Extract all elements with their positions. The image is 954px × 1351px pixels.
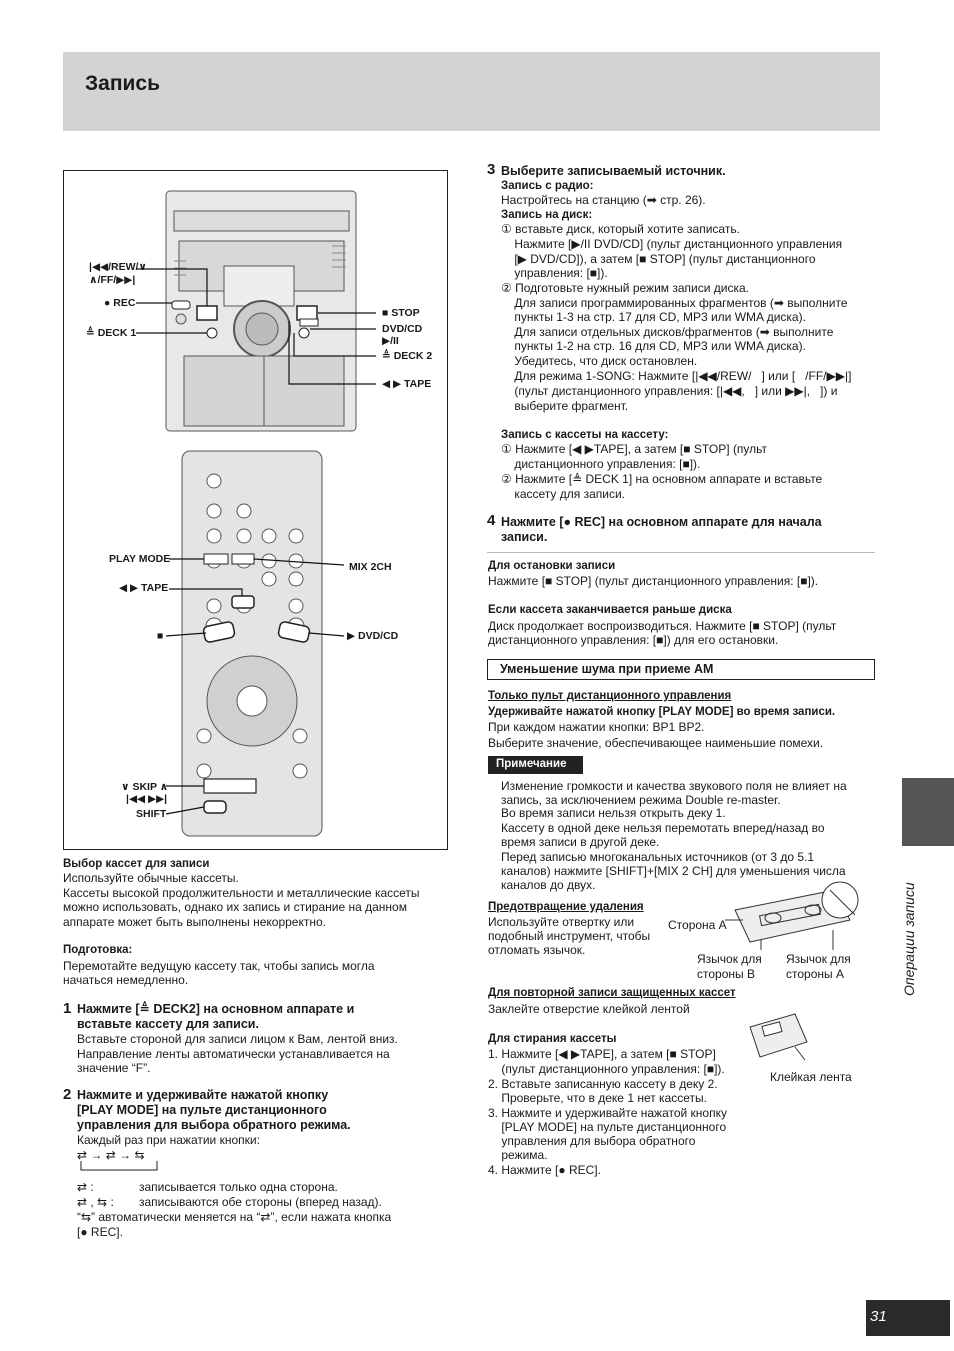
tape-label: Клейкая лента <box>770 1070 852 1084</box>
erase-line-0: 1. Нажмите [◀ ▶TAPE], а затем [■ STOP] <box>488 1047 716 1061</box>
side-tab-text: Операции записи <box>901 882 917 996</box>
prep-title: Подготовка: <box>63 944 133 956</box>
label-deck1: ≜ DECK 1 <box>86 327 137 339</box>
label-playpause: ▶/II <box>382 335 399 347</box>
bp-line: При каждом нажатии кнопки: BP1 BP2. <box>488 720 705 734</box>
mode-sequence: ⇄ → ⇄ → ⇆ <box>77 1148 145 1162</box>
radio-title: Запись с радио: <box>501 180 594 192</box>
step2-number: 2 <box>63 1086 72 1103</box>
label-mix2ch: MIX 2CH <box>349 561 392 573</box>
label-skip: ∨ SKIP ∧ <box>121 781 169 793</box>
note-line-2: Во время записи нельзя открыть деку 1. <box>501 806 726 820</box>
erase-line-8: 4. Нажмите [● REC]. <box>488 1163 601 1177</box>
note-line-4: время записи в другой деке. <box>501 835 660 849</box>
tape-line-0: ① Нажмите [◀ ▶TAPE], а затем [■ STOP] (пульт <box>501 442 767 456</box>
header-band <box>63 52 880 131</box>
cassette-title: Выбор кассет для записи <box>63 858 210 870</box>
note-line-5: Перед записью многоканальных источников (от 3 до 5.1 <box>501 850 815 864</box>
step4-head-1: записи. <box>501 530 548 544</box>
step4-number: 4 <box>487 512 496 529</box>
disc-line-4: ② Подготовьте нужный режим записи диска. <box>501 281 749 295</box>
disc-line-3: управления: [■]). <box>501 266 608 280</box>
mode1-text: записывается только одна сторона. <box>139 1180 338 1194</box>
step2-head-0: Нажмите и удерживайте нажатой кнопку <box>77 1088 329 1102</box>
step1-line-2: значение “F”. <box>77 1061 151 1075</box>
cassette-line-0: Используйте обычные кассеты. <box>63 871 239 885</box>
disc-line-2: [▶ DVD/CD]), а затем [■ STOP] (пульт дистанционного <box>501 252 816 266</box>
early-line-1: дистанционного управления: [■]) для его остановки. <box>488 633 779 647</box>
main-unit <box>166 191 356 431</box>
tape-illustration <box>745 1012 815 1062</box>
tape-line-3: кассету для записи. <box>501 487 626 501</box>
step2-head-2: управления для выбора обратного режима. <box>77 1118 351 1132</box>
label-skip-arrows: |◀◀ ▶▶| <box>126 793 168 805</box>
note-line-3: Кассету в одной деке нельзя перемотать вперед/назад во <box>501 821 825 835</box>
disc-line-11: (пульт дистанционного управления: [|◀◀, ] или ▶▶|, ]) и <box>501 384 838 398</box>
rerecord-title: Для повторной записи защищенных кассет <box>488 987 736 999</box>
mode2-symbol: ⇄ , ⇆ : <box>77 1195 114 1209</box>
tape-line-2: ② Нажмите [≜ DECK 1] на основном аппарате и вставьте <box>501 472 823 486</box>
step1-line-1: Направление ленты автоматически устанавливается на <box>77 1047 390 1061</box>
rerecord-line: Заклейте отверстие клейкой лентой <box>488 1002 690 1016</box>
label-shift: SHIFT <box>136 808 167 820</box>
step2-head-1: [PLAY MODE] на пульте дистанционного <box>77 1103 327 1117</box>
disc-line-5: Для записи программированных фрагментов (➡ выполните <box>501 296 848 310</box>
erase-prev-line-0: Используйте отвертку или <box>488 915 635 929</box>
early-title: Если кассета заканчивается раньше диска <box>488 604 732 616</box>
erase-line-6: управления для выбора обратного <box>488 1134 696 1148</box>
step3-number: 3 <box>487 161 496 178</box>
device-illustration <box>64 171 449 851</box>
label-dvdcd-remote: ▶ DVD/CD <box>347 630 399 642</box>
step4-head-0: Нажмите [● REC] на основном аппарате для начала <box>501 515 822 529</box>
auto-line-1: [● REC]. <box>77 1225 123 1239</box>
tab-b-label-0: Язычок для <box>697 952 762 966</box>
step2-line: Каждый раз при нажатии кнопки: <box>77 1133 260 1147</box>
erase-line-3: Проверьте, что в деке 1 нет кассеты. <box>488 1091 707 1105</box>
label-play-mode: PLAY MODE <box>109 553 171 565</box>
figure-box <box>63 170 448 850</box>
tape-line-1: дистанционного управления: [■]). <box>501 457 701 471</box>
page-title: Запись <box>85 72 161 95</box>
label-tape-remote: ◀ ▶ TAPE <box>119 582 169 594</box>
note-line-6: каналов) нажмите [SHIFT]+[MIX 2 CH] для уменьшения числа <box>501 864 846 878</box>
mode1-symbol: ⇄ : <box>77 1180 94 1194</box>
side-tab-label <box>895 858 925 998</box>
remote-control <box>182 451 322 836</box>
step1-head-1: вставьте кассету для записи. <box>77 1017 259 1031</box>
disc-line-12: выберите фрагмент. <box>501 399 629 413</box>
choose-line: Выберите значение, обеспечивающее наименьшие помехи. <box>488 736 824 750</box>
label-stop-remote: ■ <box>157 630 164 642</box>
tab-b-label-1: стороны B <box>697 967 755 981</box>
erase-line-7: режима. <box>488 1148 548 1162</box>
note-line-0: Изменение громкости и качества звукового поля не влияет на <box>501 779 847 793</box>
stop-line: Нажмите [■ STOP] (пульт дистанционного управления: [■]). <box>488 574 819 588</box>
step3-head: Выберите записываемый источник. <box>501 164 726 178</box>
auto-line-0: “⇆” автоматически меняется на “⇄”, если нажата кнопка <box>77 1210 392 1224</box>
tape-title: Запись с кассеты на кассету: <box>501 429 669 441</box>
note-line-7: каналов до двух. <box>501 878 596 892</box>
disc-line-1: Нажмите [▶/II DVD/CD] (пульт дистанционного управления <box>501 237 843 251</box>
hold-line: Удерживайте нажатой кнопку [PLAY MODE] во время записи. <box>488 706 836 718</box>
tab-a-label-1: стороны A <box>786 967 844 981</box>
label-deck2: ≜ DECK 2 <box>382 350 433 362</box>
cassette-line-3: аппарате может быть выполнены некорректно. <box>63 915 326 929</box>
note-line-1: запись, за исключением режима Double re-master. <box>501 793 781 807</box>
erase-line-2: 2. Вставьте записанную кассету в деку 2. <box>488 1077 718 1091</box>
note-label: Примечание <box>488 756 583 774</box>
tab-a-label-0: Язычок для <box>786 952 851 966</box>
divider <box>487 552 875 553</box>
prep-line-0: Перемотайте ведущую кассету так, чтобы запись могла <box>63 959 375 973</box>
disc-title: Запись на диск: <box>501 209 593 221</box>
label-rec: ● REC <box>104 297 136 309</box>
disc-line-8: пункты 1-2 на стр. 16 для CD, MP3 или WMA диска). <box>501 339 806 353</box>
cassette-line-2: можно использовать, однако их запись и стирание на данном <box>63 900 407 914</box>
cassette-line-1: Кассеты высокой продолжительности и металлические кассеты <box>63 886 420 900</box>
erase-prev-line-2: отломать язычок. <box>488 943 586 957</box>
am-section-title: Уменьшение шума при приеме AM <box>487 659 875 680</box>
disc-line-0: ① вставьте диск, который хотите записать. <box>501 222 740 236</box>
cassette-tab-illustration <box>725 880 875 950</box>
label-ff: ∧/FF/▶▶| <box>89 274 136 286</box>
step1-line-0: Вставьте стороной для записи лицом к Вам, лентой вниз. <box>77 1032 398 1046</box>
label-rew: |◀◀/REW/∨ <box>89 261 147 273</box>
prep-line-1: начаться немедленно. <box>63 973 189 987</box>
label-stop: ■ STOP <box>382 307 420 319</box>
early-line-0: Диск продолжает воспроизводиться. Нажмите [■ STOP] (пульт <box>488 619 837 633</box>
erase-line-5: [PLAY MODE] на пульте дистанционного <box>488 1120 727 1134</box>
erase-line-1: (пульт дистанционного управления: [■]). <box>488 1062 725 1076</box>
label-dvdcd: DVD/CD <box>382 323 423 335</box>
erase-line-4: 3. Нажмите и удерживайте нажатой кнопку <box>488 1106 727 1120</box>
disc-line-9: Убедитесь, что диск остановлен. <box>501 354 698 368</box>
step1-head-0: Нажмите [≜ DECK2] на основном аппарате и <box>77 1002 355 1016</box>
stop-title: Для остановки записи <box>488 560 616 572</box>
remote-only-title: Только пульт дистанционного управления <box>488 690 732 702</box>
step1-number: 1 <box>63 1000 72 1017</box>
erase-title: Для стирания кассеты <box>488 1033 617 1045</box>
mode-cycle-arrow <box>77 1158 167 1174</box>
disc-line-6: пункты 1-3 на стр. 17 для CD, MP3 или WMA диска). <box>501 310 806 324</box>
disc-line-7: Для записи отдельных дисков/фрагментов (➡ выполните <box>501 325 834 339</box>
page-number: 31 <box>866 1300 950 1336</box>
label-tape-main: ◀ ▶ TAPE <box>382 378 432 390</box>
erase-prev-line-1: подобный инструмент, чтобы <box>488 929 651 943</box>
side-a-label: Сторона A <box>668 918 727 932</box>
mode2-text: записываются обе стороны (вперед назад). <box>139 1195 382 1209</box>
erase-prev-title: Предотвращение удаления <box>488 901 644 913</box>
side-tab-marker <box>902 778 954 846</box>
disc-line-10: Для режима 1-SONG: Нажмите [|◀◀/REW/ ] или [ /FF/▶▶|] <box>501 369 852 383</box>
radio-line: Настройтесь на станцию (➡ стр. 26). <box>501 193 706 207</box>
